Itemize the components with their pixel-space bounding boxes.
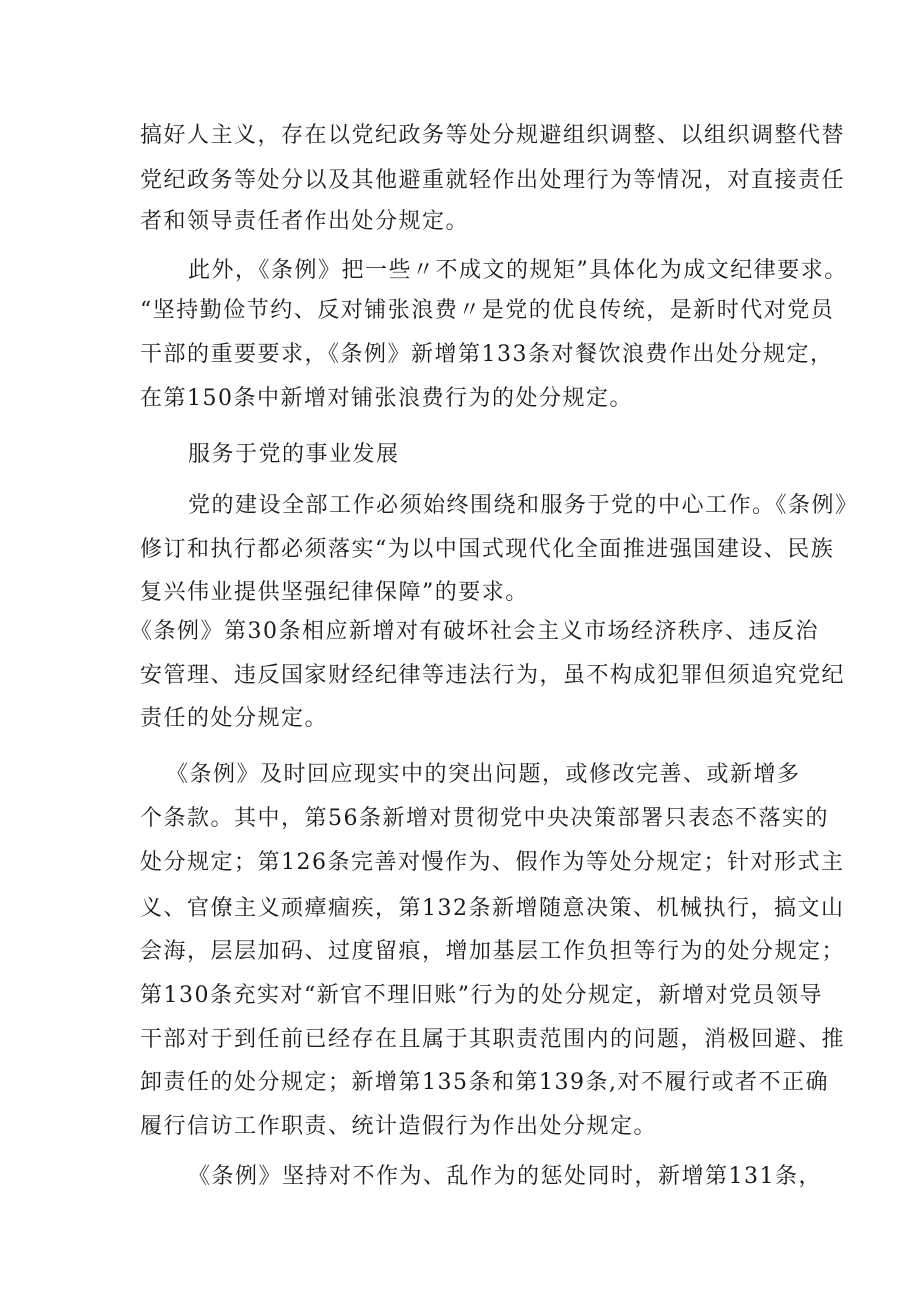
paragraph-5-line-7: 干部对于到任前已经存在且属于其职责范围内的问题，消极回避、推: [140, 1027, 846, 1052]
paragraph-3-line-1: 党的建设全部工作必须始终围绕和服务于党的中心工作。《条例》: [188, 493, 859, 518]
paragraph-4-line-2: 安管理、违反国家财经纪律等违法行为，虽不构成犯罪但须追究党纪: [140, 663, 846, 688]
paragraph-5-line-6: 第130条充实对“新官不理旧账”行为的处分规定，新增对党员领导: [140, 983, 823, 1008]
paragraph-2-line-4: 在第150条中新增对铺张浪费行为的处分规定。: [140, 386, 633, 411]
paragraph-6-line-1: 《条例》坚持对不作为、乱作为的惩处同时，新增第131条，: [188, 1164, 822, 1189]
paragraph-5-line-8: 卸责任的处分规定；新增第135条和第139条,对不履行或者不正确: [140, 1070, 829, 1095]
paragraph-4-line-1: 《条例》第30条相应新增对有破坏社会主义市场经济秩序、违反治: [130, 619, 819, 644]
paragraph-5-line-1: 《条例》及时回应现实中的突出问题，或修改完善、或新增多: [166, 762, 801, 787]
paragraph-2-line-2: “坚持勤俭节约、反对铺张浪费〃是党的优良传统，是新时代对党员: [140, 298, 835, 323]
paragraph-5-line-2: 个条款。其中，第56条新增对贯彻党中央决策部署只表态不落实的: [140, 806, 829, 831]
paragraph-5-line-5: 会海，层层加码、过度留痕，增加基层工作负担等行为的处分规定；: [140, 939, 846, 964]
paragraph-5-line-4: 义、官僚主义顽瘴痼疾，第132条新增随意决策、机械执行，搞文山: [140, 896, 845, 921]
paragraph-4-line-3: 责任的处分规定。: [140, 706, 329, 731]
paragraph-1-line-2: 党纪政务等处分以及其他避重就轻作出处理行为等情况，对直接责任: [140, 168, 846, 193]
paragraph-2-line-1: 此外，《条例》把一些〃不成文的规矩”具体化为成文纪律要求。: [188, 258, 848, 283]
paragraph-3-line-3: 复兴伟业提供坚强纪律保障”的要求。: [140, 580, 529, 605]
section-heading: 服务于党的事业发展: [188, 442, 400, 467]
paragraph-5-line-3: 处分规定；第126条完善对慢作为、假作为等处分规定；针对形式主: [140, 850, 845, 875]
paragraph-1-line-3: 者和领导责任者作出处分规定。: [140, 209, 470, 234]
paragraph-2-line-3: 干部的重要要求，《条例》新增第133条对餐饮浪费作出处分规定，: [140, 342, 834, 367]
paragraph-1-line-1: 搞好人主义，存在以党纪政务等处分规避组织调整、以组织调整代替: [140, 123, 846, 148]
paragraph-5-line-9: 履行信访工作职责、统计造假行为作出处分规定。: [140, 1114, 658, 1139]
paragraph-3-line-2: 修订和执行都必须落实“为以中国式现代化全面推进强国建设、民族: [140, 537, 835, 562]
